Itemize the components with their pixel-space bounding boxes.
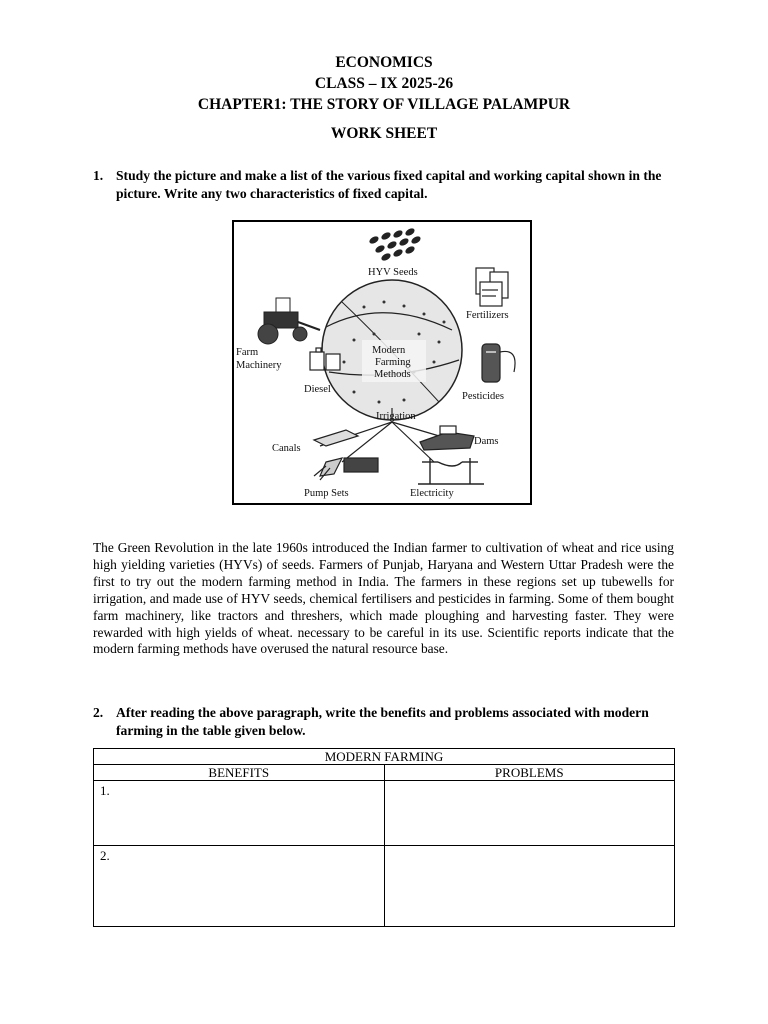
chapter-title: CHAPTER1: THE STORY OF VILLAGE PALAMPUR bbox=[197, 96, 571, 113]
class-line: CLASS – IX 2025-26 bbox=[314, 75, 454, 92]
canal-icon bbox=[314, 430, 358, 446]
electricity-pole-icon bbox=[418, 458, 484, 484]
subject-title: ECONOMICS bbox=[335, 54, 433, 71]
row-number: 1. bbox=[100, 783, 110, 798]
problem-cell-1[interactable] bbox=[384, 781, 675, 846]
label-machinery: Machinery bbox=[236, 360, 282, 371]
label-farming: Farming bbox=[375, 357, 411, 368]
label-electricity: Electricity bbox=[410, 488, 454, 499]
green-revolution-paragraph: The Green Revolution in the late 1960s introduced the Indian farmer to cultivation of wheat and rice using high yielding varieties (HYVs) of seeds. Farmers of Punjab, Haryana and Western Uttar Pradesh were the first to try out the modern farming method in India. The farmers in these regions set up tubewells for irrigation, and made use of HYV seeds, chemical fertilisers and pesticides in farming. Some of them bought farm machinery, like tractors and threshers, which made ploughing and harvesting faster. They were rewarded with high yields of wheat. necessary to be careful in its use. Scientific reports indicate that the modern farming methods have overused the natural resource base. bbox=[93, 540, 674, 657]
problems-header: PROBLEMS bbox=[384, 765, 675, 781]
worksheet-title: WORK SHEET bbox=[330, 125, 438, 142]
label-modern: Modern bbox=[372, 345, 406, 356]
label-pesticides: Pesticides bbox=[462, 391, 504, 402]
table-row bbox=[94, 781, 675, 846]
question-1 bbox=[93, 167, 673, 203]
benefit-cell-1[interactable] bbox=[94, 781, 385, 846]
hyv-seeds-icon bbox=[368, 227, 422, 262]
label-fertilizers: Fertilizers bbox=[466, 310, 509, 321]
label-diesel: Diesel bbox=[304, 384, 331, 395]
label-farm: Farm bbox=[236, 347, 259, 358]
pump-set-icon bbox=[314, 458, 378, 480]
modern-farming-table bbox=[93, 748, 675, 927]
pesticide-sprayer-icon bbox=[482, 344, 515, 382]
question-1-number: 1. bbox=[93, 168, 104, 183]
question-1-text: Study the picture and make a list of the various fixed capital and working capital shown in the picture. Write any two characteristics of fixed capital. bbox=[116, 168, 662, 201]
label-hyv-seeds: HYV Seeds bbox=[368, 267, 418, 278]
label-irrigation: Irrigation bbox=[376, 411, 416, 422]
benefits-header: BENEFITS bbox=[94, 765, 385, 781]
modern-farming-diagram bbox=[232, 220, 532, 505]
dam-icon bbox=[420, 426, 474, 450]
table-row bbox=[94, 846, 675, 927]
table-title: MODERN FARMING bbox=[94, 749, 675, 765]
question-2-text: After reading the above paragraph, write the benefits and problems associated with modern farming in the table given below. bbox=[116, 705, 649, 738]
label-dams: Dams bbox=[474, 436, 499, 447]
row-number: 2. bbox=[100, 848, 110, 863]
label-methods: Methods bbox=[374, 369, 411, 380]
label-canals: Canals bbox=[272, 443, 301, 454]
problem-cell-2[interactable] bbox=[384, 846, 675, 927]
diagram-svg bbox=[234, 222, 530, 503]
question-2-number: 2. bbox=[93, 705, 104, 720]
label-pump-sets: Pump Sets bbox=[304, 488, 349, 499]
tractor-icon bbox=[258, 298, 320, 344]
question-2 bbox=[93, 704, 673, 740]
benefit-cell-2[interactable] bbox=[94, 846, 385, 927]
fertilizer-bags-icon bbox=[476, 268, 508, 306]
document-header bbox=[0, 52, 768, 115]
